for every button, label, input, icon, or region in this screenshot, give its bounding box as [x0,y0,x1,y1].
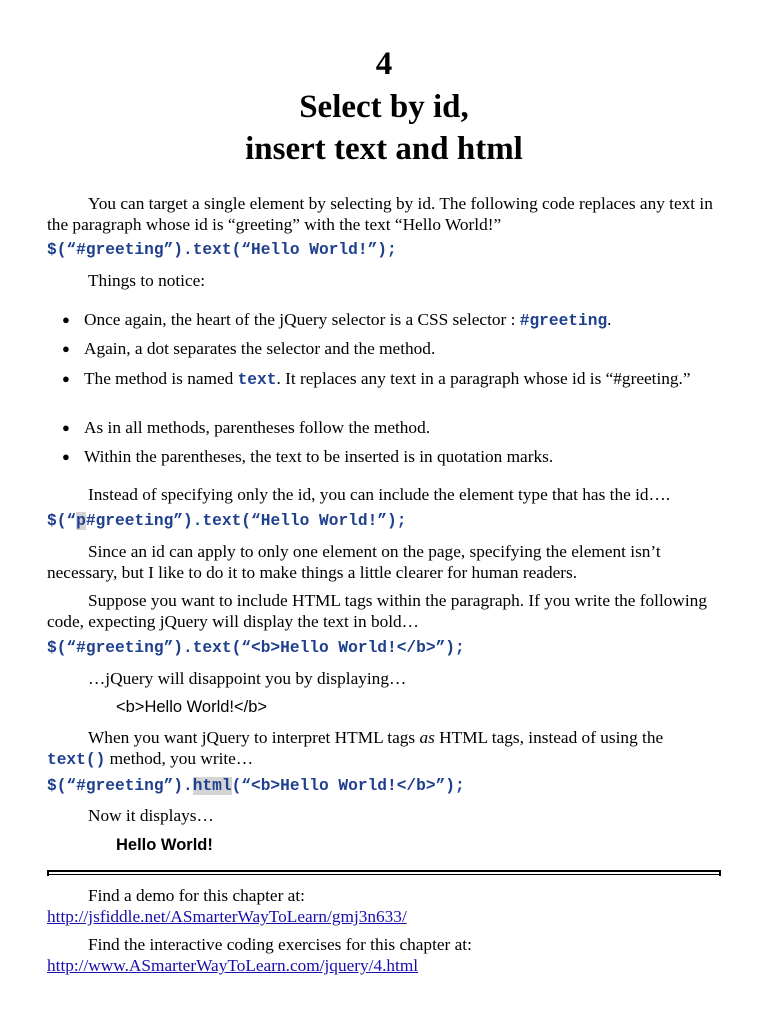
when-paragraph: When you want jQuery to interpret HTML tags as HTML tags, instead of using the text() method, you write… [47,728,664,769]
bold-output-sample: Hello World! [116,836,213,854]
list-item: Within the parentheses, the text to be inserted is in quotation marks. [84,447,554,466]
chapter-title-line2: insert text and html [245,131,523,167]
list-item: Once again, the heart of the jQuery selector is a CSS selector : #greeting. [84,310,612,330]
demo-label: Find a demo for this chapter at: [88,886,305,905]
demo-link[interactable]: http://jsfiddle.net/ASmarterWayToLearn/gmj3n633/ [47,907,407,926]
list-item: As in all methods, parentheses follow the method. [84,418,431,437]
inline-code: text [237,371,277,389]
intro-paragraph: You can target a single element by selecting by id. The following code replaces any text in the paragraph whose id is “greeting” with the text “Hello World!” [47,194,713,234]
code-example-4: $(“#greeting”).html(“<b>Hello World!</b>”); [47,777,465,795]
inline-code: #greeting [519,312,608,330]
bullet-icon: ● [62,420,70,435]
inline-code: text() [47,751,106,769]
divider [47,870,721,872]
disappoint-paragraph: …jQuery will disappoint you by displaying… [88,669,407,688]
bullet-icon: ● [62,371,70,386]
suppose-paragraph: Suppose you want to include HTML tags within the paragraph. If you write the following code, expecting jQuery will display the text in bold… [47,591,707,631]
code-example-3: $(“#greeting”).text(“<b>Hello World!</b>”); [47,639,465,657]
exercises-link[interactable]: http://www.ASmarterWayToLearn.com/jquery/4.html [47,956,419,975]
things-to-notice-label: Things to notice: [88,271,206,290]
instead-paragraph: Instead of specifying only the id, you can include the element type that has the id…. [88,485,671,504]
bullet-icon: ● [62,312,70,327]
demo-link-line [47,906,723,927]
bullet-icon: ● [62,341,70,356]
chapter-title-line1: Select by id, [299,89,469,125]
divider [47,874,721,875]
exercises-label: Find the interactive coding exercises for this chapter at: [88,935,472,954]
bullet-icon: ● [62,449,70,464]
highlighted-code: p [76,512,86,530]
divider-end [47,870,49,876]
since-paragraph: Since an id can apply to only one element on the page, specifying the element isn’t necessary, but I like to do it to make things a little clearer for human readers. [47,542,661,582]
list-item: The method is named text. It replaces any text in a paragraph whose id is “#greeting.” [84,369,691,389]
raw-output-sample: <b>Hello World!</b> [116,698,268,716]
list-item: Again, a dot separates the selector and the method. [84,339,436,358]
now-paragraph: Now it displays… [88,806,214,825]
divider-end [719,870,721,876]
highlighted-code: html [192,777,232,795]
chapter-number: 4 [375,46,393,82]
code-example-2: $(“p#greeting”).text(“Hello World!”); [47,512,407,530]
code-example-1: $(“#greeting”).text(“Hello World!”); [47,241,397,259]
exercises-link-line [47,955,723,976]
